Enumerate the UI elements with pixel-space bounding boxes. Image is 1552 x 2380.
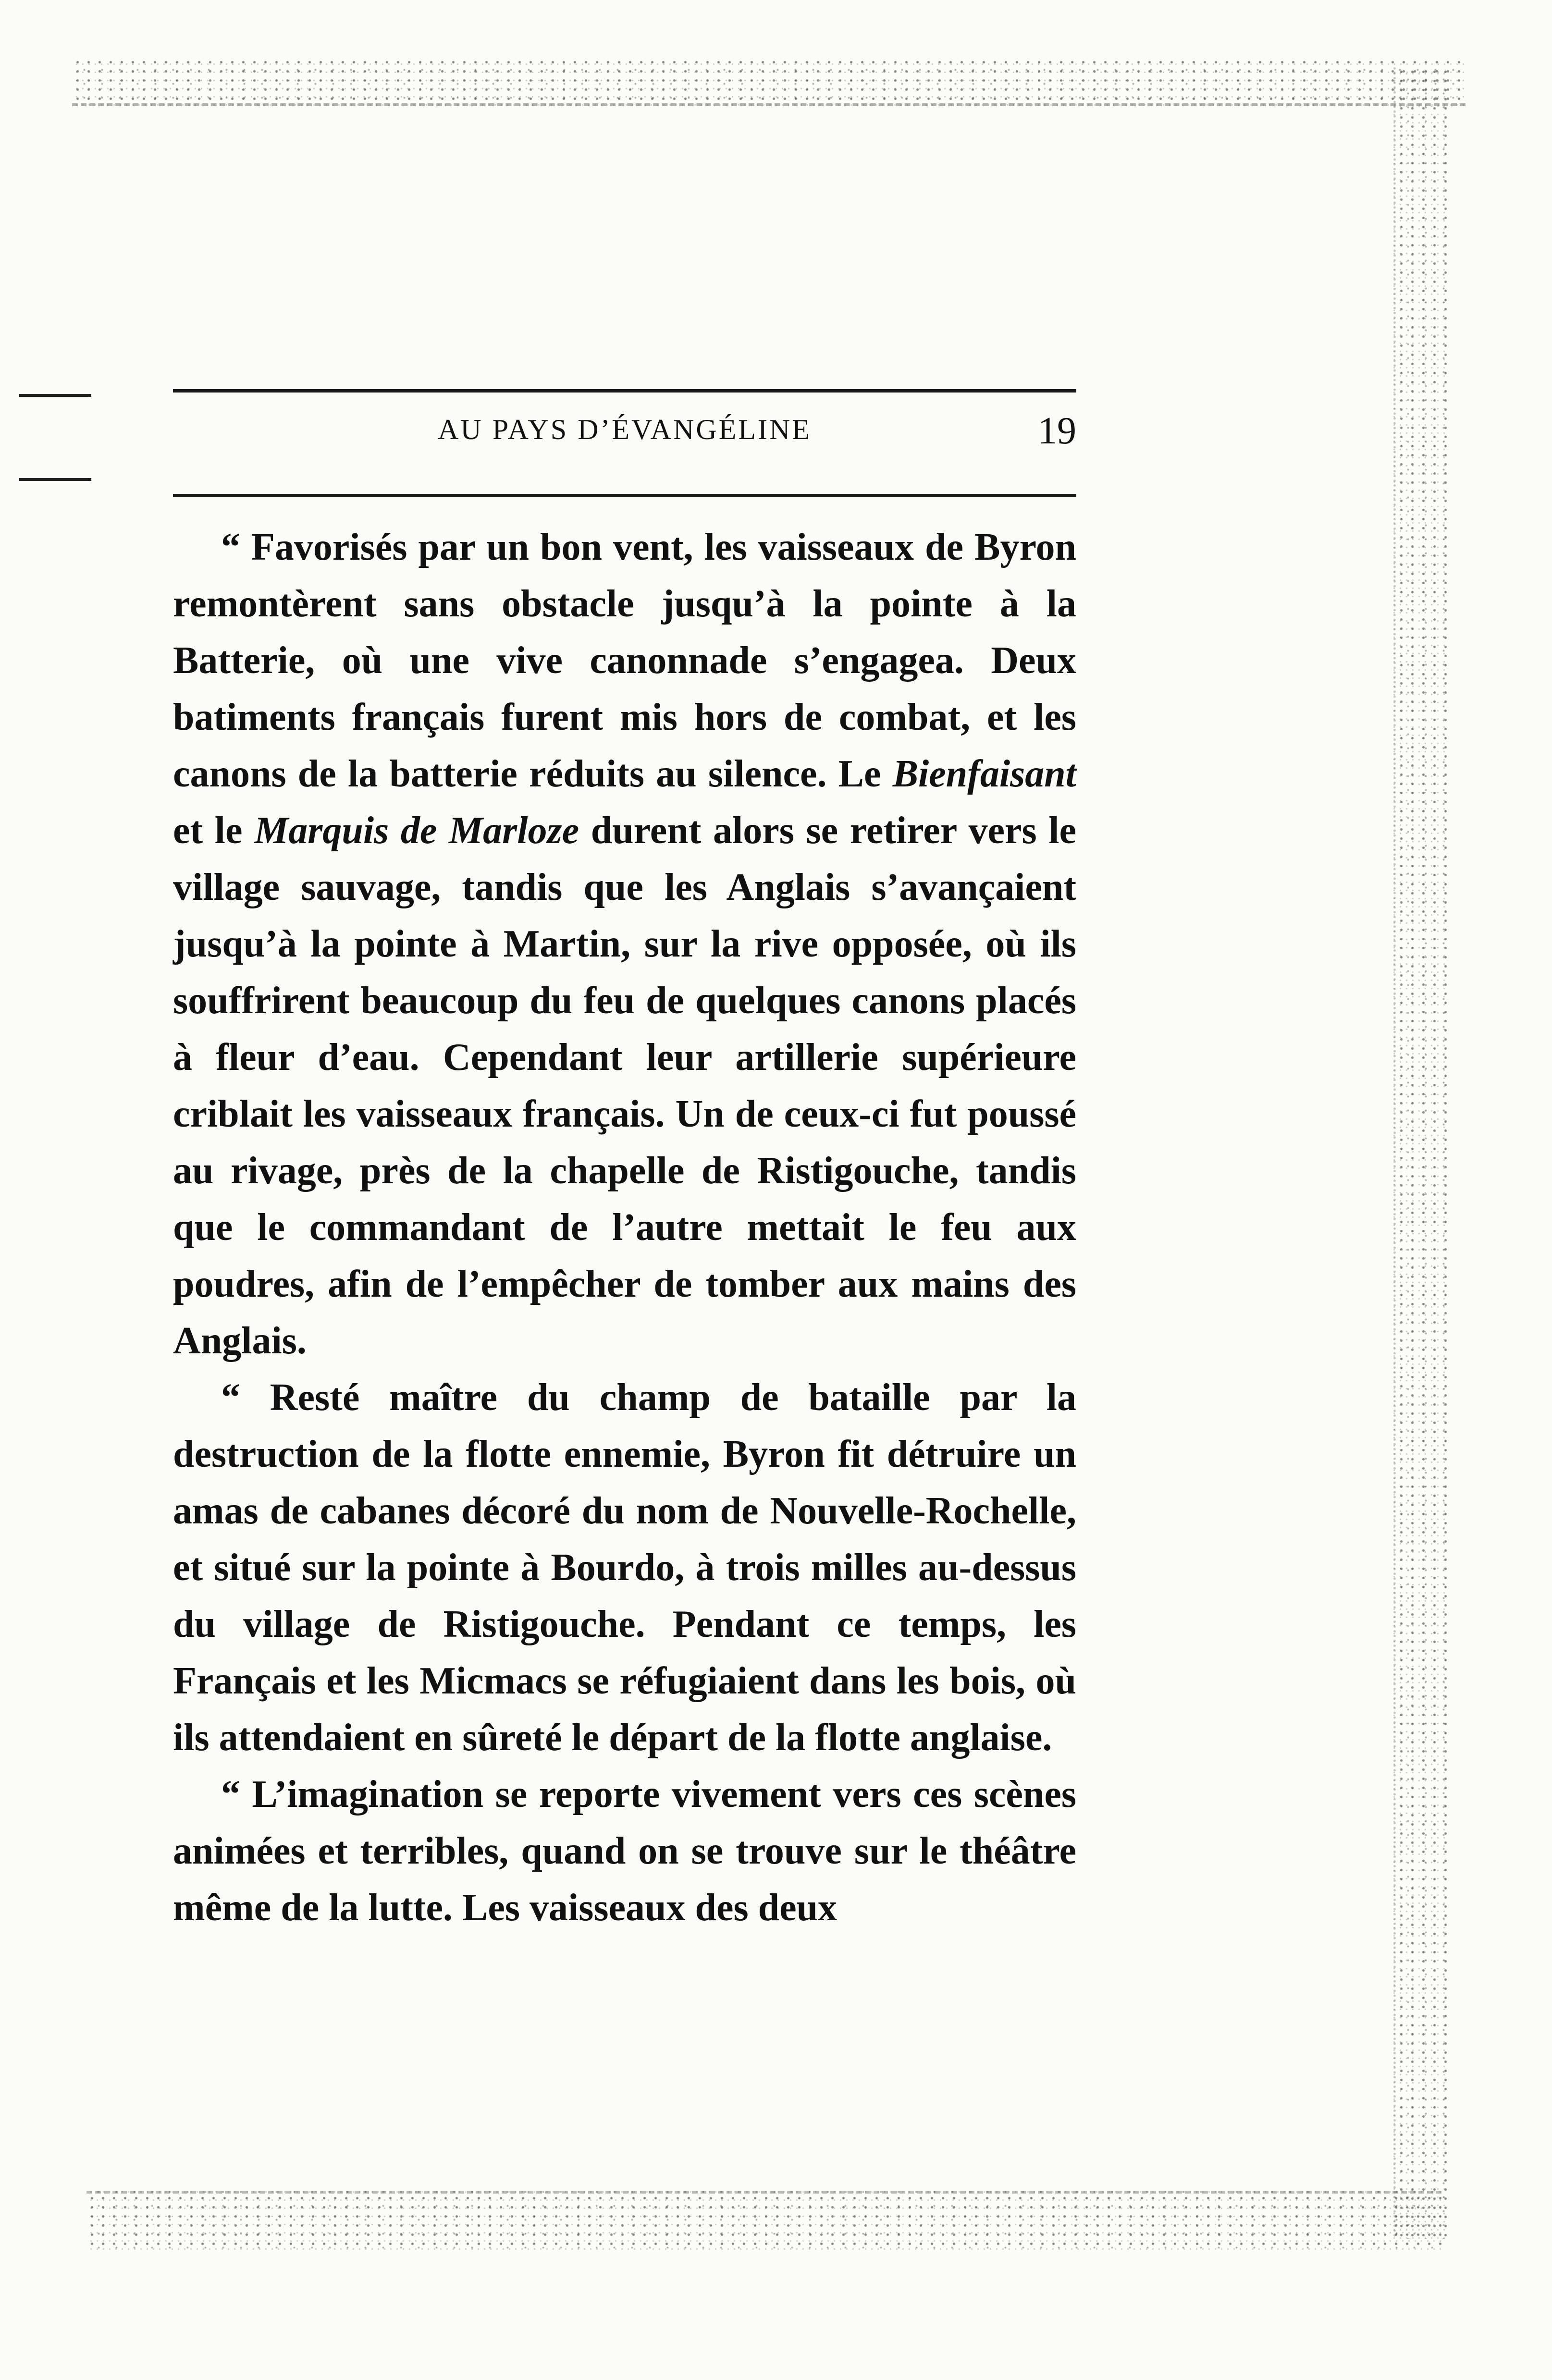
scan-edge-top [72,58,1466,106]
body-text [173,519,1076,1936]
scan-edge-bottom [86,2191,1441,2251]
paragraph-1-text-b: et le [173,810,255,852]
paragraph-1 [173,519,1076,1369]
scan-edge-right [1393,67,1449,2239]
page-number: 19 [1038,410,1076,452]
header-rule-top [173,389,1076,393]
paragraph-3: “ L’imagination se reporte vivement vers ces scènes animées et terribles, quand on se trouve sur le théâtre même de la lutte. Les vaisseaux des deux [173,1773,1076,1929]
header-rule-bottom [173,494,1076,497]
ship-name-marquis-de-marloze: Marquis de Marloze [254,810,579,852]
margin-mark [19,394,91,397]
paragraph-1-text-a: “ Favorisés par un bon vent, les vaisseaux de Byron remontèrent sans obstacle jusqu’à la pointe à la Batterie, où une vive canonnade s’engagea. Deux batiments français furent mis hors de combat, et les canons de la batterie réduits au silence. Le [173,526,1076,795]
running-title: AU PAYS D’ÉVANGÉLINE [438,414,812,445]
margin-mark [19,478,91,481]
paragraph-1-text-c: durent alors se retirer vers le village sauvage, tandis que les Anglais s’avançaient jusqu’à la pointe à Martin, sur la rive opposée, où ils souffrirent beaucoup du feu de quelques canons placés à fleur d’eau. Cependant leur artillerie supérieure criblait les vaisseaux français. Un de ceux-ci fut poussé au rivage, près de la chapelle de Ristigouche, tandis que le commandant de l’autre mettait le feu aux poudres, afin de l’empêcher de tomber aux mains des Anglais. [173,810,1076,1362]
ship-name-bienfaisant: Bienfaisant [892,753,1076,795]
paragraph-2: “ Resté maître du champ de bataille par la destruction de la flotte ennemie, Byron fit détruire un amas de cabanes décoré du nom de Nouvelle-Rochelle, et situé sur la pointe à Bourdo, à trois milles au-dessus du village de Ristigouche. Pendant ce temps, les Français et les Micmacs se réfugiaient dans les bois, où ils attendaient en sûreté le départ de la flotte anglaise. [173,1376,1076,1759]
